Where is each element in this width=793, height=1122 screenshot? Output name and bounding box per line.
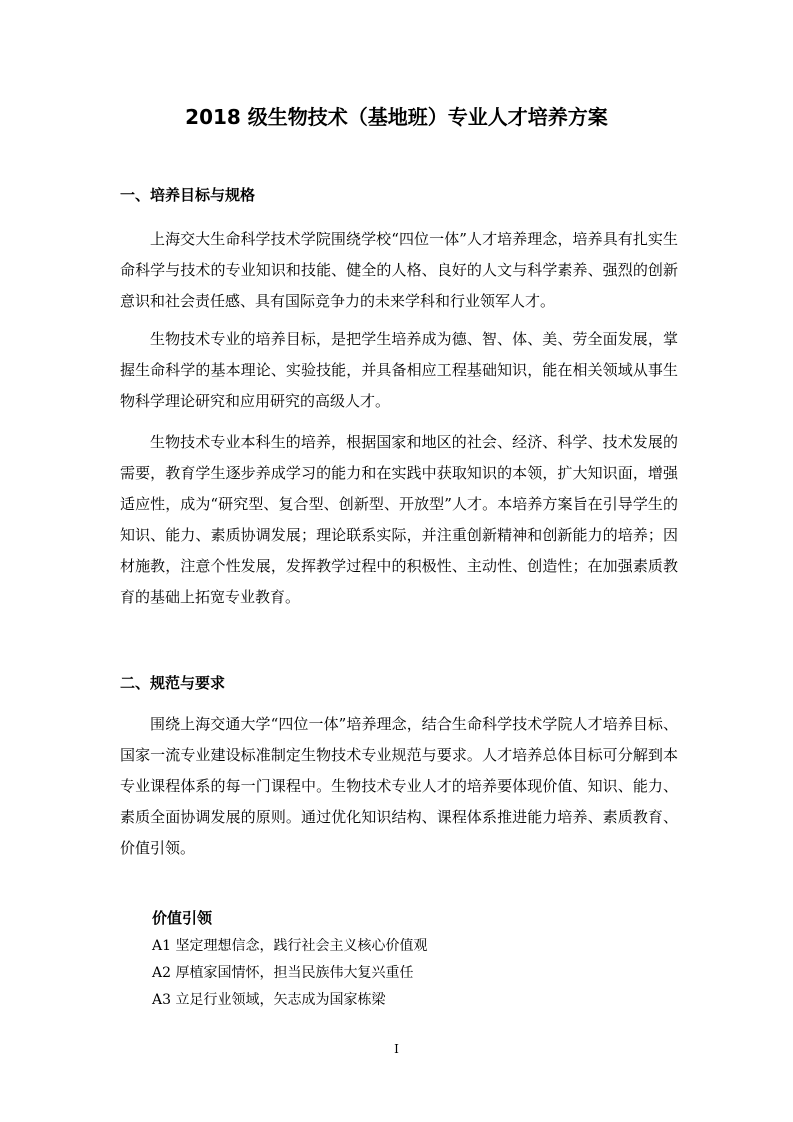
paragraph-requirements-1: 围绕上海交通大学“四位一体”培养理念，结合生命科学技术学院人才培养目标、国家一流专业建设标准制定生物技术专业规范与要求。人才培养总体目标可分解到本专业课程体系的每一门课程中。生物技术专业人才的培养要体现价值、知识、能力、素质全面协调发展的原则。通过优化知识结构、课程体系推进能力培养、素质教育、价值引领。 xyxy=(120,715,678,857)
values-item-a3: A3 立足行业领域，矢志成为国家栋梁 xyxy=(152,992,386,1008)
values-title: 价值引领 xyxy=(152,909,213,927)
section-heading-goals: 一、培养目标与规格 xyxy=(120,186,256,204)
section-heading-requirements: 二、规范与要求 xyxy=(120,674,226,692)
paragraph-goals-2: 生物技术专业的培养目标，是把学生培养成为德、智、体、美、劳全面发展，掌握生命科学的基本理论、实验技能，并具备相应工程基础知识，能在相关领域从事生物科学理论研究和应用研究的高级人才。 xyxy=(120,330,678,410)
values-item-a1: A1 坚定理想信念，践行社会主义核心价值观 xyxy=(152,938,428,954)
document-title: 2018 级生物技术（基地班）专业人才培养方案 xyxy=(185,105,608,129)
paragraph-goals-1: 上海交大生命科学技术学院围绕学校“四位一体”人才培养理念，培养具有扎实生命科学与技术的专业知识和技能、健全的人格、良好的人文与科学素养、强烈的创新意识和社会责任感、具有国际竞争力的未来学科和行业领军人才。 xyxy=(120,230,678,310)
page-number: I xyxy=(394,1042,399,1056)
paragraph-goals-3: 生物技术专业本科生的培养，根据国家和地区的社会、经济、科学、技术发展的需要，教育学生逐步养成学习的能力和在实践中获取知识的本领，扩大知识面，增强适应性，成为“研究型、复合型、创新型、开放型”人才。本培养方案旨在引导学生的知识、能力、素质协调发展；理论联系实际，并注重创新精神和创新能力的培养；因材施教，注意个性发展，发挥教学过程中的积极性、主动性、创造性；在加强素质教育的基础上拓宽专业教育。 xyxy=(120,433,678,606)
values-list xyxy=(152,933,427,1014)
values-item-a2: A2 厚植家国情怀，担当民族伟大复兴重任 xyxy=(152,965,414,981)
